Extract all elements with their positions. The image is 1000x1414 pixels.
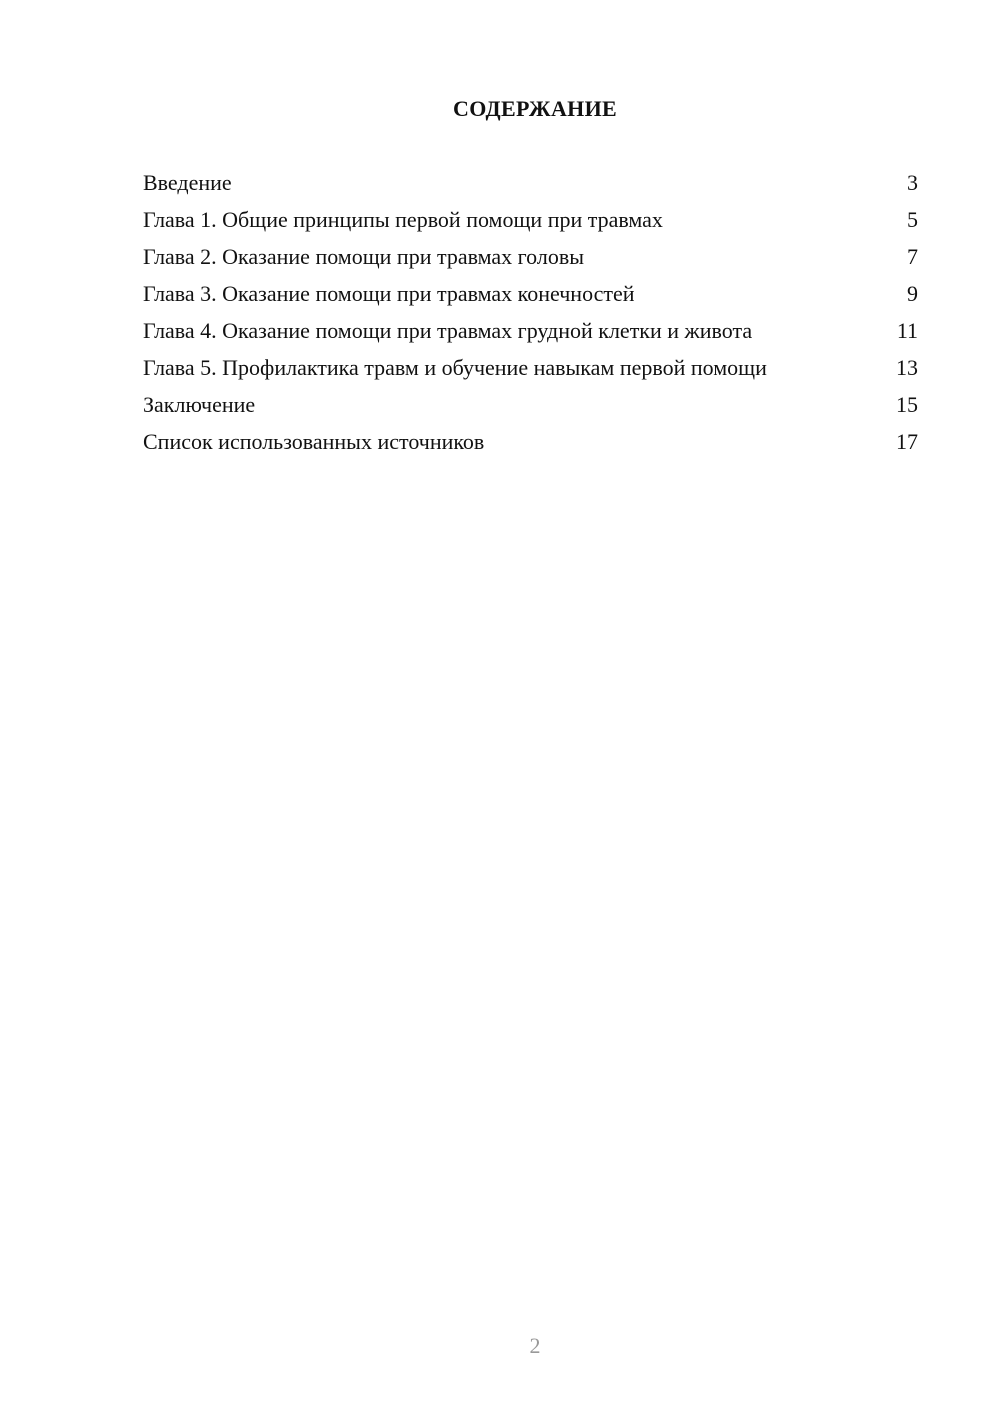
toc-item-chapter-2 bbox=[143, 244, 918, 270]
toc-item-label: Глава 1. Общие принципы первой помощи при травмах bbox=[143, 207, 663, 232]
toc-item-page-number: 5 bbox=[907, 207, 918, 232]
toc-item-chapter-5 bbox=[143, 355, 918, 381]
toc-item-page-number: 13 bbox=[896, 355, 918, 380]
toc-item-introduction bbox=[143, 170, 918, 196]
table-of-contents bbox=[143, 170, 918, 466]
toc-item-page-number: 3 bbox=[907, 170, 918, 195]
toc-item-label: Заключение bbox=[143, 392, 256, 417]
toc-item-page-number: 15 bbox=[896, 392, 918, 417]
toc-item-label: Глава 2. Оказание помощи при травмах головы bbox=[143, 244, 585, 269]
toc-item-label: Глава 3. Оказание помощи при травмах конечностей bbox=[143, 281, 635, 306]
toc-item-conclusion bbox=[143, 392, 918, 418]
toc-item-page-number: 9 bbox=[907, 281, 918, 306]
toc-item-chapter-3 bbox=[143, 281, 918, 307]
toc-item-page-number: 17 bbox=[896, 429, 918, 454]
toc-item-label: Глава 5. Профилактика травм и обучение навыкам первой помощи bbox=[143, 355, 767, 380]
toc-item-chapter-1 bbox=[143, 207, 918, 233]
toc-item-chapter-4 bbox=[143, 318, 918, 344]
toc-item-page-number: 11 bbox=[896, 318, 918, 343]
toc-item-label: Введение bbox=[143, 170, 232, 195]
toc-title: СОДЕРЖАНИЕ bbox=[453, 96, 617, 121]
toc-item-page-number: 7 bbox=[907, 244, 918, 269]
toc-item-references bbox=[143, 429, 918, 455]
toc-item-label: Глава 4. Оказание помощи при травмах грудной клетки и живота bbox=[143, 318, 753, 343]
page-number: 2 bbox=[529, 1333, 541, 1358]
toc-item-label: Список использованных источников bbox=[143, 429, 485, 454]
